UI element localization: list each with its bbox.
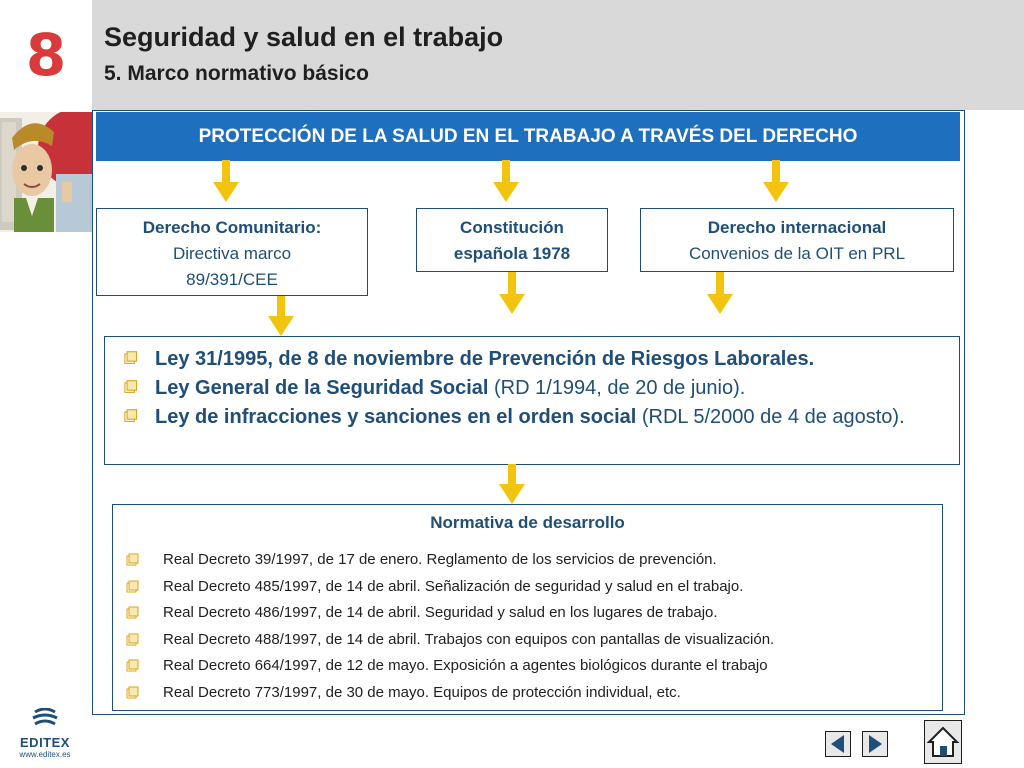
checkbox-bullet-icon <box>119 374 141 396</box>
arrow-down-icon <box>499 272 525 314</box>
law-text <box>155 403 905 432</box>
list-item <box>119 374 949 403</box>
list-item <box>125 547 774 574</box>
logo-name: EDITEX <box>20 735 70 750</box>
illustration-worker <box>0 112 92 232</box>
regulation-text: Real Decreto 664/1997, de 12 de mayo. Exposición a agentes biológicos durante el trabajo <box>163 657 768 674</box>
source-heading: Derecho internacional <box>707 218 887 237</box>
editex-logo[interactable] <box>14 708 76 764</box>
law-text <box>155 374 745 403</box>
arrow-down-icon <box>763 160 789 202</box>
checkbox-bullet-icon <box>119 345 141 367</box>
law-rest: (RDL 5/2000 de 4 de agosto). <box>636 406 905 428</box>
main-banner: PROTECCIÓN DE LA SALUD EN EL TRABAJO A TRAVÉS DEL DERECHO <box>96 112 960 161</box>
list-item <box>119 403 949 432</box>
law-bold: Ley General de la Seguridad Social <box>155 377 489 399</box>
triangle-left-icon[interactable] <box>825 731 851 757</box>
arrow-down-icon <box>493 160 519 202</box>
header-band <box>92 0 1024 110</box>
law-bold: Ley de infracciones y sanciones en el orden social <box>155 406 637 428</box>
list-item <box>125 653 774 680</box>
checkbox-bullet-icon <box>125 606 139 620</box>
arrow-down-icon <box>213 160 239 202</box>
source-detail: Directiva marco <box>172 244 292 263</box>
list-item <box>125 627 774 654</box>
law-rest: (RD 1/1994, de 20 de junio). <box>488 377 746 399</box>
checkbox-bullet-icon <box>125 686 139 700</box>
checkbox-bullet-icon <box>125 659 139 673</box>
regulation-text: Real Decreto 773/1997, de 30 de mayo. Equipos de protección individual, etc. <box>163 683 681 701</box>
checkbox-bullet-icon <box>119 403 141 425</box>
source-box-derecho-comunitario <box>96 208 368 296</box>
development-box <box>112 504 943 711</box>
development-title: Normativa de desarrollo <box>430 513 625 532</box>
source-box-derecho-internacional <box>640 208 954 272</box>
source-heading: Constitución <box>460 218 564 237</box>
laws-box <box>104 336 960 465</box>
law-bold: Ley 31/1995, de 8 de noviembre de Prevención de Riesgos Laborales. <box>155 348 815 370</box>
list-item <box>119 345 949 374</box>
editex-logo-icon <box>31 708 59 728</box>
list-item <box>125 574 774 601</box>
list-item <box>125 680 774 707</box>
logo-url: www.editex.es <box>19 750 71 759</box>
chapter-number: 8 <box>25 21 67 89</box>
source-box-constitucion <box>416 208 608 272</box>
law-text <box>155 345 814 374</box>
source-detail: 89/391/CEE <box>186 270 278 289</box>
checkbox-bullet-icon <box>125 553 139 567</box>
development-list <box>125 547 774 706</box>
checkbox-bullet-icon <box>125 633 139 647</box>
list-item <box>125 600 774 627</box>
regulation-text: Real Decreto 488/1997, de 14 de abril. Trabajos con equipos con pantallas de visualización. <box>163 630 775 648</box>
source-heading: española 1978 <box>453 244 571 263</box>
arrow-down-icon <box>707 272 733 314</box>
triangle-right-icon[interactable] <box>862 731 888 757</box>
source-detail: Convenios de la OIT en PRL <box>688 244 906 263</box>
page-title: Seguridad y salud en el trabajo <box>104 22 504 52</box>
regulation-text: Real Decreto 39/1997, de 17 de enero. Reglamento de los servicios de prevención. <box>163 551 717 568</box>
regulation-text: Real Decreto 485/1997, de 14 de abril. Señalización de seguridad y salud en el trabajo. <box>163 577 744 595</box>
page-subtitle: 5. Marco normativo básico <box>104 62 369 85</box>
arrow-down-icon <box>499 464 525 504</box>
source-heading: Derecho Comunitario: <box>142 218 322 237</box>
checkbox-bullet-icon <box>125 580 139 594</box>
arrow-down-icon <box>268 296 294 336</box>
home-icon[interactable] <box>924 720 962 764</box>
regulation-text: Real Decreto 486/1997, de 14 de abril. Seguridad y salud en los lugares de trabajo. <box>163 604 718 621</box>
